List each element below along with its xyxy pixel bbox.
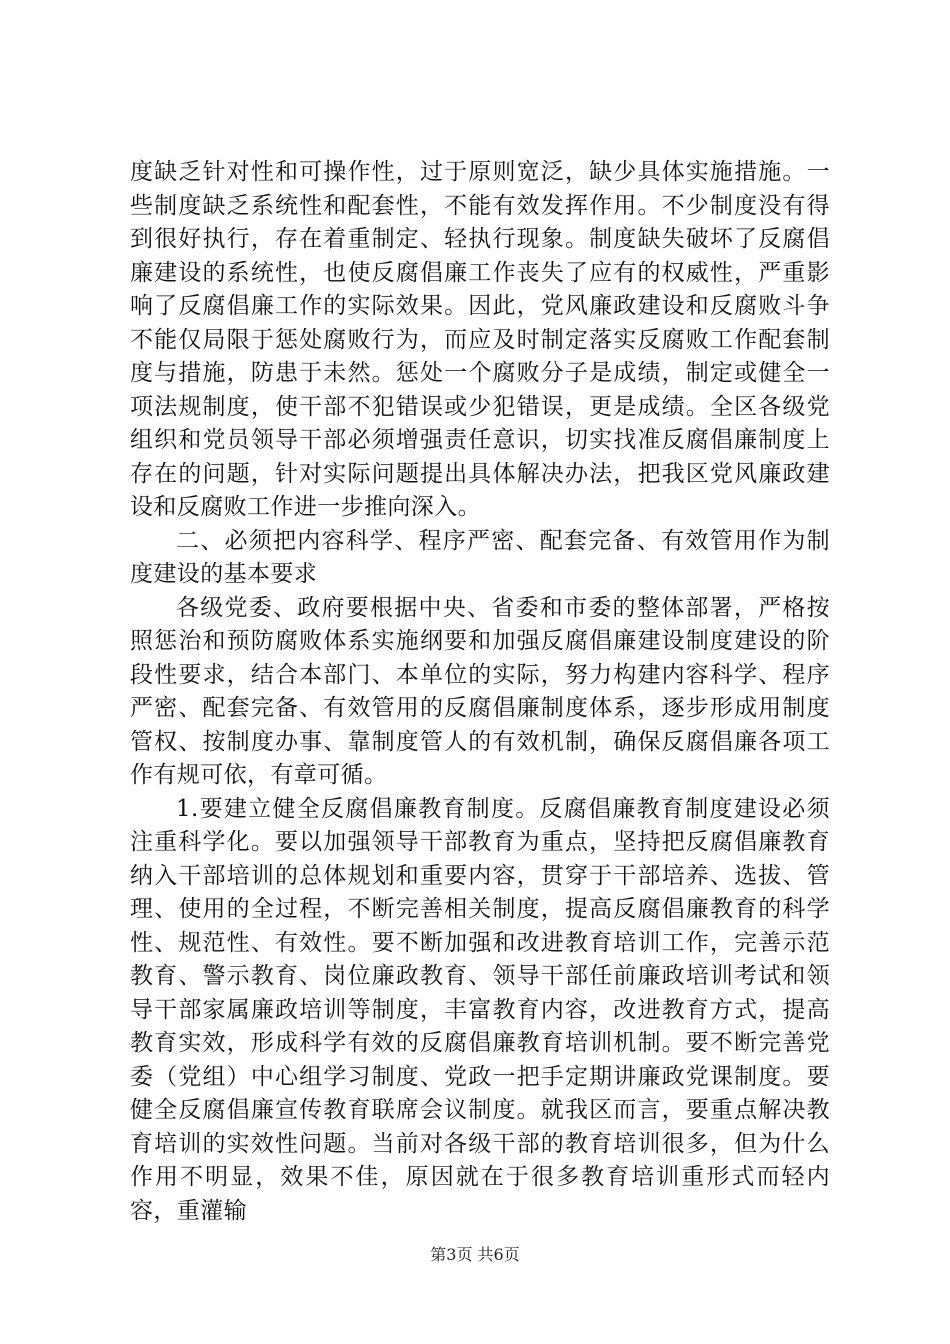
paragraph-3: 各级党委、政府要根据中央、省委和市委的整体部署，严格按照惩治和预防腐败体系实施纲要和加强反腐倡廉建设制度建设的阶段性要求，结合本部门、本单位的实际，努力构建内容科学、程序严密、配套完备、有效管用的反腐倡廉制度体系，逐步形成用制度管权、按制度办事、靠制度管人的有效机制，确保反腐倡廉各项工作有规可依，有章可循。 [130, 594, 830, 788]
document-body [130, 156, 830, 1228]
paragraph-1: 度缺乏针对性和可操作性，过于原则宽泛，缺少具体实施措施。一些制度缺乏系统性和配套性，不能有效发挥作用。不少制度没有得到很好执行，存在着重制定、轻执行现象。制度缺失破坏了反腐倡廉建设的系统性，也使反腐倡廉工作丧失了应有的权威性，严重影响了反腐倡廉工作的实际效果。因此，党风廉政建设和反腐败斗争不能仅局限于惩处腐败行为，而应及时制定落实反腐败工作配套制度与措施，防患于未然。惩处一个腐败分子是成绩，制定或健全一项法规制度，使干部不犯错误或少犯错误，更是成绩。全区各级党组织和党员领导干部必须增强责任意识，切实找准反腐倡廉制度上存在的问题，针对实际问题提出具体解决办法，把我区党风廉政建设和反腐败工作进一步推向深入。 [130, 159, 830, 520]
section-heading-2: 二、必须把内容科学、程序严密、配套完备、有效管用作为制度建设的基本要求 [130, 527, 830, 587]
page-footer: 第3页 共6页 [430, 1245, 520, 1264]
paragraph-4: 1.要建立健全反腐倡廉教育制度。反腐倡廉教育制度建设必须注重科学化。要以加强领导干部教育为重点，坚持把反腐倡廉教育纳入干部培训的总体规划和重要内容，贯穿于干部培养、选拔、管理、使用的全过程，不断完善相关制度，提高反腐倡廉教育的科学性、规范性、有效性。要不断加强和改进教育培训工作，完善示范教育、警示教育、岗位廉政教育、领导干部任前廉政培训考试和领导干部家属廉政培训等制度，丰富教育内容，改进教育方式，提高教育实效，形成科学有效的反腐倡廉教育培训机制。要不断完善党委（党组）中心组学习制度、党政一把手定期讲廉政党课制度。要健全反腐倡廉宣传教育联席会议制度。就我区而言，要重点解决教育培训的实效性问题。当前对各级干部的教育培训很多，但为什么作用不明显，效果不佳，原因就在于很多教育培训重形式而轻内容，重灌输 [130, 795, 830, 1224]
